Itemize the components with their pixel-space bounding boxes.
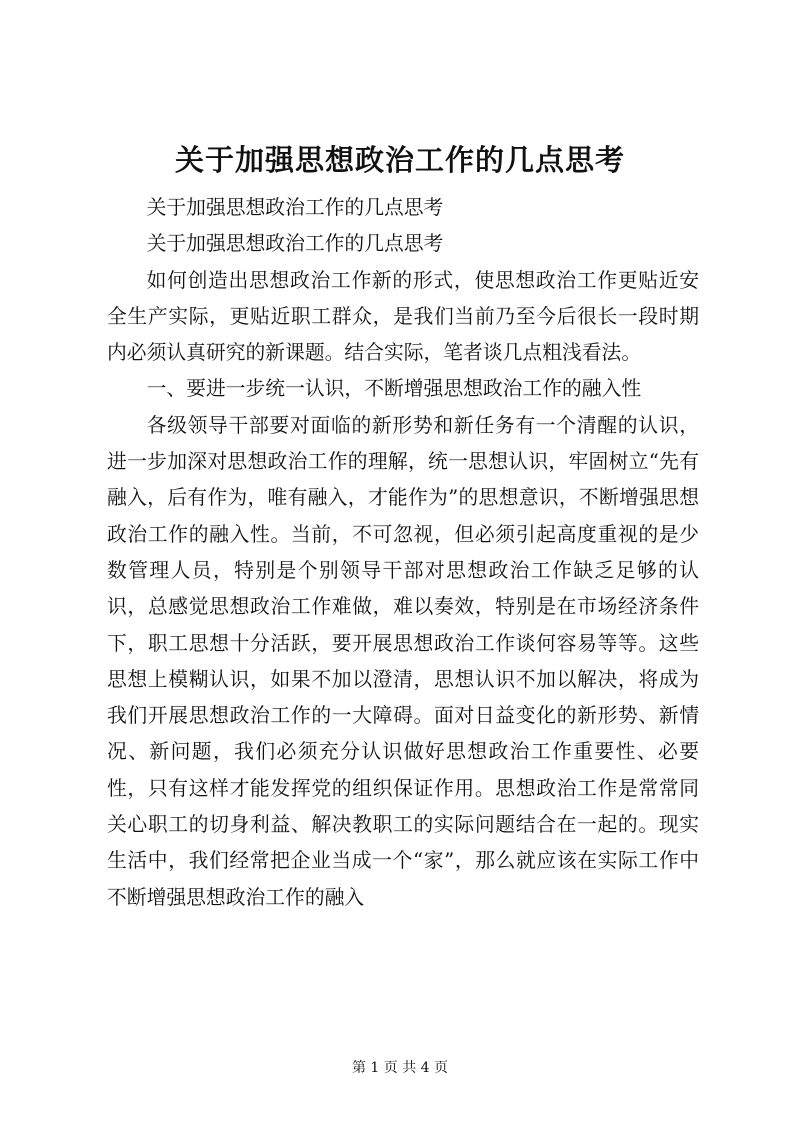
paragraph-subtitle-1: 关于加强思想政治工作的几点思考	[146, 196, 444, 219]
paragraph-section-1-body: 各级领导干部要对面临的新形势和新任务有一个清醒的认识，进一步加深对思想政治工作的理解，统一思想认识，牢固树立“先有融入，后有作为，唯有融入，才能作为”的思想意识，不断增强思想政治工作的融入性。当前，不可忽视，但必须引起高度重视的是少数管理人员，特别是个别领导干部对思想政治工作缺乏足够的认识，总感觉思想政治工作难做，难以奏效，特别是在市场经济条件下，职工思想十分活跃，要开展思想政治工作谈何容易等等。这些思想上模糊认识，如果不加以澄清，思想认识不加以解决，将成为我们开展思想政治工作的一大障碍。面对日益变化的新形势、新情况、新问题，我们必须充分认识做好思想政治工作重要性、必要性，只有这样才能发挥党的组织保证作用。思想政治工作是常常同关心职工的切身利益、解决教职工的实际问题结合在一起的。现实生活中，我们经常把企业当成一个“家”，那么就应该在实际工作中不断增强思想政治工作的融入	[107, 413, 699, 909]
document-body	[107, 190, 699, 916]
paragraph-subtitle-2: 关于加强思想政治工作的几点思考	[146, 232, 444, 256]
page-footer: 第 1 页 共 4 页	[351, 1060, 449, 1076]
paragraph-intro: 如何创造出思想政治工作新的形式，使思想政治工作更贴近安全生产实际，更贴近职工群众，是我们当前乃至今后很长一段时期内必须认真研究的新课题。结合实际，笔者谈几点粗浅看法。	[107, 268, 699, 365]
section-heading-1: 一、要进一步统一认识，不断增强思想政治工作的融入性	[146, 377, 642, 401]
document-title: 关于加强思想政治工作的几点思考	[174, 143, 625, 177]
